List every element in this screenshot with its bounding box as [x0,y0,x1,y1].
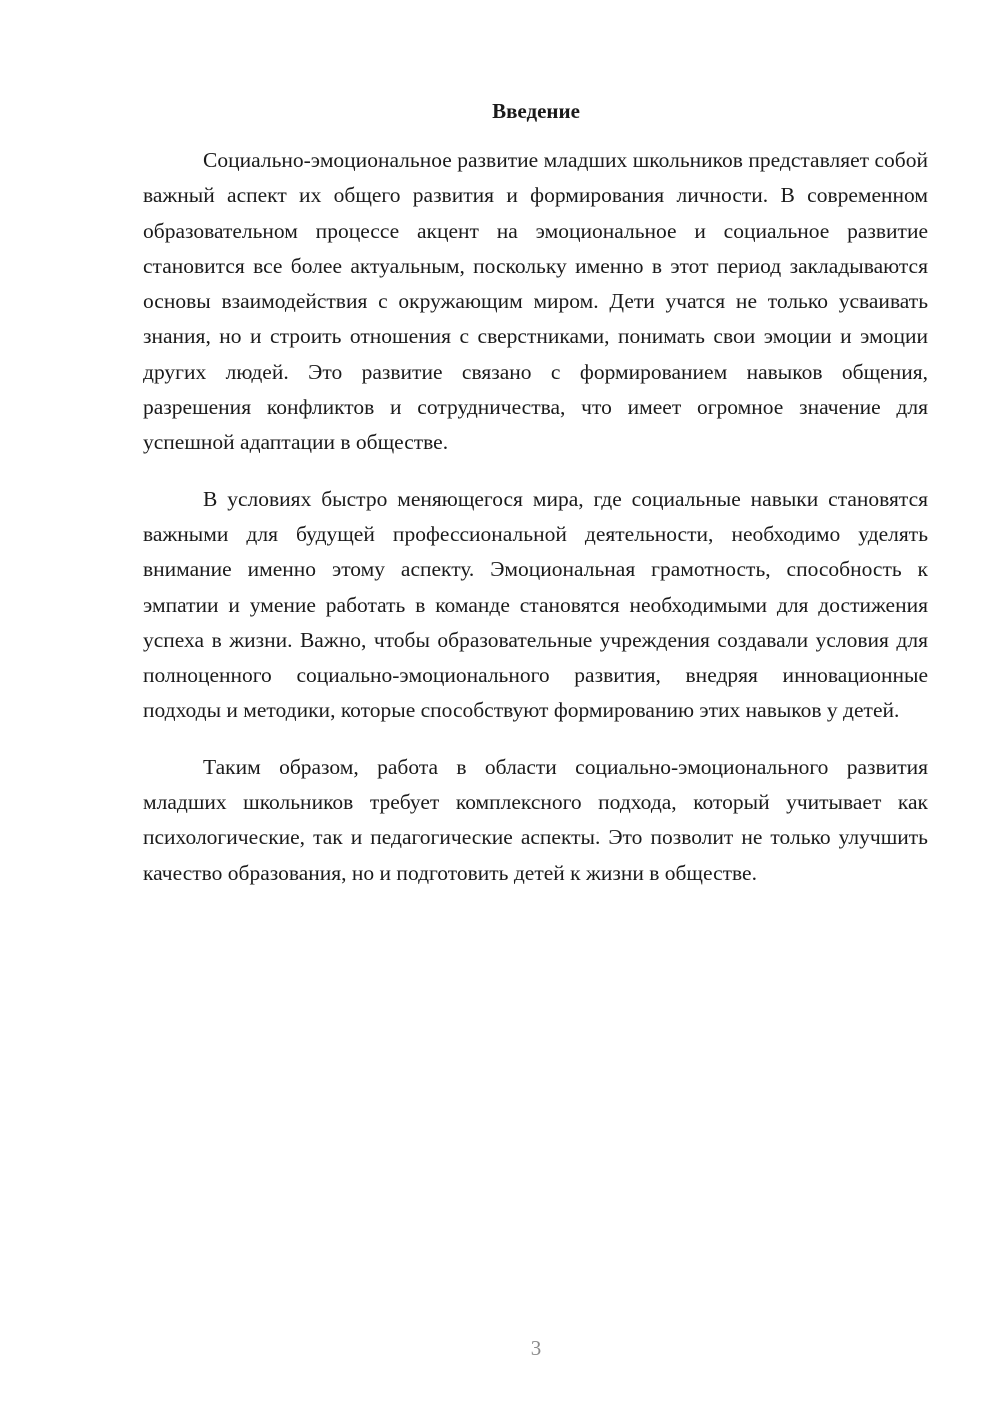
page-number: 3 [530,1336,542,1360]
paragraph-3: Таким образом, работа в области социально-эмоционального развития младших школьников требует комплексного подхода, который учитывает как психологические, так и педагогические аспекты. Это позволит не только улучшить качество образования, но и подготовить детей к жизни в обществе. [143,754,928,885]
paragraph-2: В условиях быстро меняющегося мира, где социальные навыки становятся важными для будущей профессиональной деятельности, необходимо уделять внимание именно этому аспекту. Эмоциональная грамотность, способность к эмпатии и умение работать в команде становятся необходимыми для достижения успеха в жизни. Важно, чтобы образовательные учреждения создавали условия для полноценного социально-эмоционального развития, внедряя инновационные подходы и методики, которые способствуют формированию этих навыков у детей. [143,486,928,723]
paragraph-1: Социально-эмоциональное развитие младших школьников представляет собой важный аспект их общего развития и формирования личности. В современном образовательном процессе акцент на эмоциональное и социальное развитие становится все более актуальным, поскольку именно в этот период закладываются основы взаимодействия с окружающим миром. Дети учатся не только усваивать знания, но и строить отношения с сверстниками, понимать свои эмоции и эмоции других людей. Это развитие связано с формированием навыков общения, разрешения конфликтов и сотрудничества, что имеет огромное значение для успешной адаптации в обществе. [143,148,928,455]
section-heading: Введение [492,99,580,123]
body-text [143,143,928,912]
